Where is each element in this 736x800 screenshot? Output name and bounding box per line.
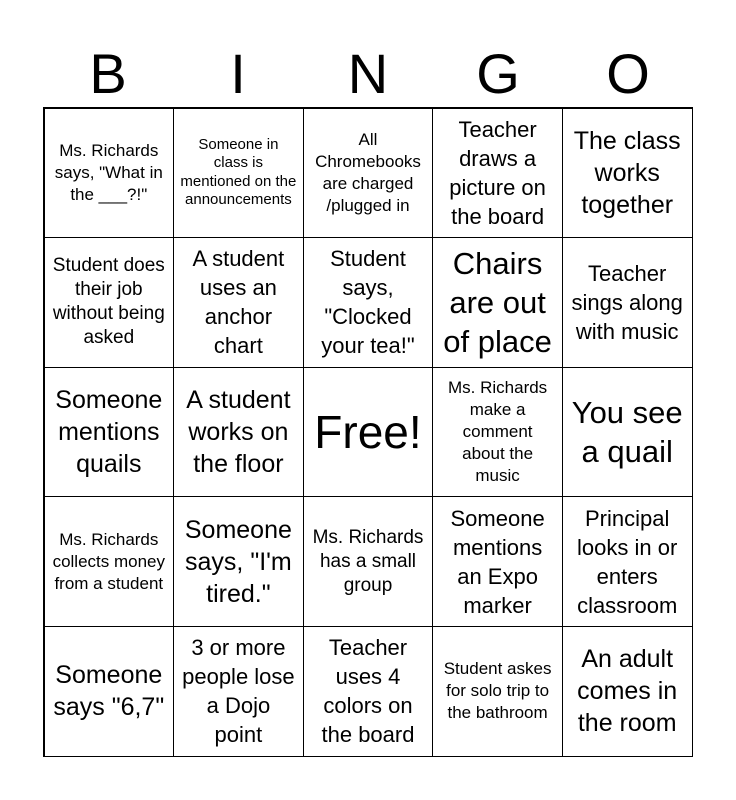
cell-text: Chairs are out of place — [443, 245, 552, 359]
bingo-cell-r1c5[interactable] — [562, 108, 693, 239]
cell-text: You see a quail — [571, 394, 683, 469]
cell-text: Someone mentions an Expo marker — [450, 505, 545, 618]
bingo-cell-r5c3[interactable] — [303, 626, 434, 757]
title-letter-n: N — [347, 42, 389, 105]
bingo-cell-r1c4[interactable] — [432, 108, 563, 239]
bingo-cell-r2c4[interactable] — [432, 237, 563, 368]
cell-text: A student works on the floor — [186, 385, 291, 478]
bingo-card-grid — [43, 107, 693, 757]
cell-text: Someone says "6,7" — [53, 661, 165, 722]
cell-text: Teacher sings along with music — [571, 260, 683, 344]
title-letter-g: G — [476, 42, 520, 105]
bingo-cell-r2c3[interactable] — [303, 237, 434, 368]
bingo-cell-r1c2[interactable] — [173, 108, 304, 239]
bingo-cell-r5c2[interactable] — [173, 626, 304, 757]
bingo-cell-r1c3[interactable] — [303, 108, 434, 239]
title-letter-o: O — [606, 42, 650, 105]
title-letter-i: I — [230, 42, 246, 105]
cell-text: Someone says, "I'm tired." — [184, 515, 292, 608]
cell-text: Ms. Richards collects money from a student — [52, 529, 166, 593]
cell-text: 3 or more people lose a Dojo point — [182, 635, 295, 748]
bingo-cell-r4c2[interactable] — [173, 496, 304, 627]
cell-text: A student uses an anchor chart — [192, 246, 285, 359]
cell-text: Someone mentions quails — [55, 385, 163, 478]
cell-text: Student says, "Clocked your tea!" — [321, 246, 415, 359]
bingo-cell-r4c4[interactable] — [432, 496, 563, 627]
cell-text: An adult comes in the room — [577, 645, 678, 738]
bingo-cell-r3c4[interactable] — [432, 367, 563, 498]
bingo-cell-r5c4[interactable] — [432, 626, 563, 757]
bingo-cell-r4c5[interactable] — [562, 496, 693, 627]
cell-text: Someone in class is mentioned on the announcements — [180, 135, 297, 209]
cell-text: All Chromebooks are charged /plugged in — [315, 129, 421, 215]
cell-text: Principal looks in or enters classroom — [577, 505, 678, 618]
bingo-cell-r2c1[interactable] — [44, 237, 175, 368]
bingo-cell-r2c5[interactable] — [562, 237, 693, 368]
free-space-text: Free! — [314, 405, 422, 458]
cell-text: The class works together — [573, 126, 681, 219]
title-letter-b: B — [89, 42, 127, 105]
cell-text: Teacher uses 4 colors on the board — [321, 635, 415, 748]
bingo-cell-r1c1[interactable] — [44, 108, 175, 239]
cell-text: Teacher draws a picture on the board — [449, 116, 546, 229]
cell-text: Ms. Richards has a small group — [312, 526, 424, 596]
bingo-cell-r3c5[interactable] — [562, 367, 693, 498]
bingo-cell-r3c2[interactable] — [173, 367, 304, 498]
bingo-cell-r5c5[interactable] — [562, 626, 693, 757]
bingo-cell-r4c3[interactable] — [303, 496, 434, 627]
bingo-title — [43, 40, 693, 108]
cell-text: Student does their job without being asked — [52, 255, 165, 349]
cell-text: Student askes for solo trip to the bathroom — [443, 659, 552, 723]
cell-text: Ms. Richards says, "What in the ___?!" — [54, 140, 163, 204]
cell-text: Ms. Richards make a comment about the music — [448, 377, 548, 485]
bingo-cell-r3c1[interactable] — [44, 367, 175, 498]
bingo-cell-r5c1[interactable] — [44, 626, 175, 757]
bingo-cell-free[interactable] — [303, 367, 434, 498]
bingo-cell-r2c2[interactable] — [173, 237, 304, 368]
bingo-cell-r4c1[interactable] — [44, 496, 175, 627]
